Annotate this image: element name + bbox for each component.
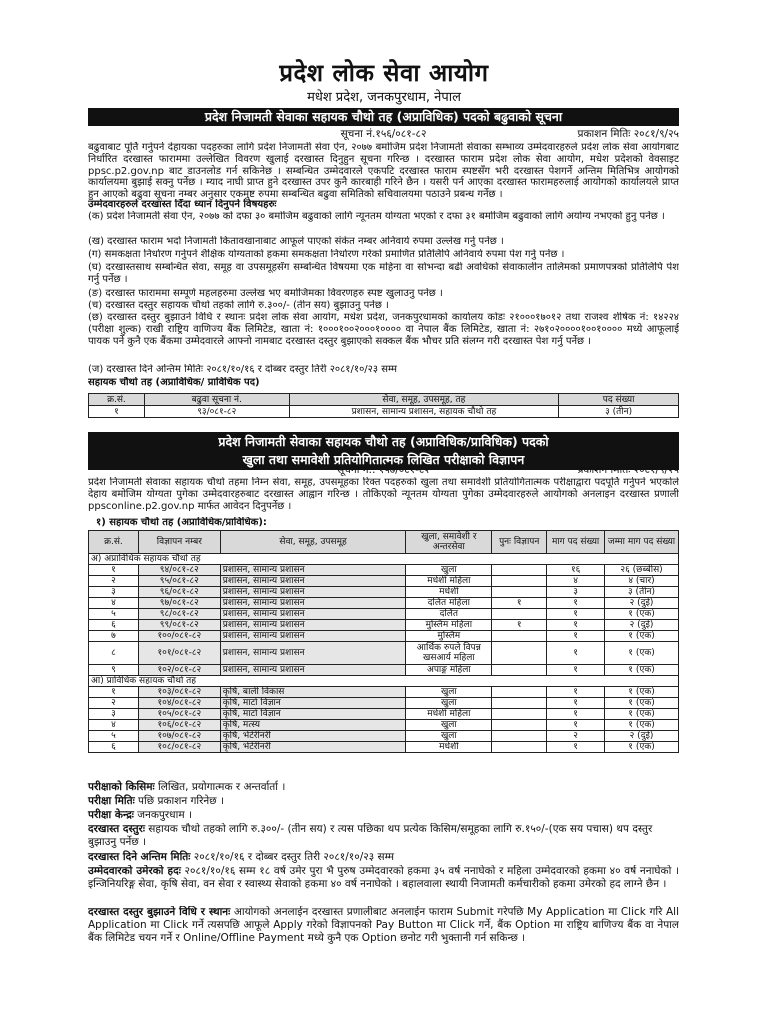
vacancy-table-header: [89, 531, 679, 554]
table-cell: १: [547, 665, 605, 676]
table-cell: [492, 665, 547, 676]
col-header: विज्ञापन नम्बर: [138, 531, 220, 554]
notice1-item-kha: (ख) दरखास्त फाराम भर्दा निजामती कितावखानाबाट आफूले पाएको संकेत नम्बर अनिवार्य रुपमा उल्लेख गर्नु पर्नेछ ।: [88, 236, 504, 247]
table-cell: २६ (छब्बीस): [605, 565, 679, 576]
group-label: अ) अप्राविधिक सहायक चौथो तह: [89, 554, 679, 565]
notice1-item-cha: (च) दरखास्त दस्तुर सहायक चौथो तहको लागि रु.३००/- (तीन सय) बुझाउनु पर्नेछ ।: [88, 300, 389, 311]
table-cell: प्रशासन, सामान्य प्रशासन: [220, 620, 406, 631]
table-cell: [492, 698, 547, 709]
table-row: [89, 620, 679, 631]
table-cell: [492, 742, 547, 753]
table-cell: कृषि, बाली विकास: [220, 687, 406, 698]
table-cell: मधेशी महिला: [406, 709, 492, 720]
col-header: माग पद संख्या: [547, 531, 605, 554]
table-cell: अपाङ्ग महिला: [406, 665, 492, 676]
table-cell: १: [547, 709, 605, 720]
table-cell: १: [547, 598, 605, 609]
notice2-heading-line1: प्रदेश निजामती सेवाका सहायक चौथो तह (अप्राविधिक/प्राविधिक) पदको: [218, 434, 549, 449]
notice2-heading-line2: खुला तथा समावेशी प्रतियोगितात्मक लिखित परीक्षाको विज्ञापन: [242, 452, 525, 467]
exam-center: [88, 809, 679, 822]
table-cell: मधेशी महिला: [406, 576, 492, 587]
table-cell: मुस्लिम महिला: [406, 620, 492, 631]
table-cell: ६: [89, 620, 139, 631]
table-cell: १: [547, 609, 605, 620]
col-header: बढुवा सूचना नं.: [144, 394, 289, 406]
table-cell: १: [547, 620, 605, 631]
table-cell: मुस्लिम: [406, 631, 492, 642]
table-cell: मधेशी: [406, 587, 492, 598]
table-row: [89, 576, 679, 587]
table-cell: ५: [89, 731, 139, 742]
table-cell: १०५/०८१-८२: [138, 709, 220, 720]
age-label: उम्मेदवारको उमेरको हदः: [88, 865, 181, 877]
notice1-item-ja: (ज) दरखास्त दिने अन्तिम मितिः २०८१/१०/१६ र दोब्बर दस्तुर तिरी २०८१/१०/२३ सम्म: [88, 364, 397, 375]
table-cell: १००/०८१-८२: [138, 631, 220, 642]
table-cell: [492, 576, 547, 587]
method-label: दरखास्त दस्तुर बुझाउने विधि र स्थानः: [88, 906, 231, 918]
table-cell: ४: [89, 598, 139, 609]
table-cell: ६: [89, 742, 139, 753]
col-header: क्र.सं.: [89, 394, 145, 406]
table-cell: १: [89, 687, 139, 698]
col-header: पद संख्या: [559, 394, 679, 406]
table-cell: ४: [547, 576, 605, 587]
nontechnical-rows: [89, 565, 679, 676]
table-row: [89, 609, 679, 620]
table-cell: १०१/०८१-८२: [138, 642, 220, 665]
col-header: खुला, समावेशी र अन्तरसेवा: [406, 531, 492, 554]
table-cell: १६: [547, 565, 605, 576]
table-cell: १ (एक): [605, 642, 679, 665]
notice2-meta: [88, 464, 679, 477]
table-cell: ३: [89, 587, 139, 598]
group-row-technical: [89, 676, 679, 687]
table-cell: १: [492, 598, 547, 609]
table-cell: १ (एक): [605, 698, 679, 709]
table-cell: ९९/०८१-८२: [138, 620, 220, 631]
group-row-nontechnical: [89, 554, 679, 565]
notice1-item-chha: (छ) दरखास्त दस्तुर बुझाउने विधि र स्थानः प्रदेश लोक सेवा आयोग, मधेश प्रदेश, जनकपुरधामको कार्यालय कोडः २१०००१७०१२ तथा राजश्व शीर्षक नं: १४२२४ (परीक्षा शुल्क) राखी राष्ट्रिय वाणिज्य बैंक लिमिटेड, खाता नं: १०००१००२०००१०००० वा नेपाल बैंक लिमिटेड, खाता नं: २७१०२००००१००१०००० मध्ये आफूलाई पायक पर्ने कुनै एक बैंकमा उम्मेदवारले आफ्नो नामबाट दरखास्त दस्तुर बुझाएको सक्कल बैंक भौचर प्रति संलग्न गरी दरखास्त पेश गर्नु पर्नेछ ।: [88, 312, 679, 347]
table-cell: ४: [89, 720, 139, 731]
table-cell: २: [89, 698, 139, 709]
notice1-table-heading: सहायक चौथो तह (अप्राविधिक/ प्राविधिक पद): [88, 377, 260, 388]
notice1-meta: [88, 128, 679, 141]
table-cell: [492, 642, 547, 665]
table-cell: १ (एक): [605, 631, 679, 642]
deadline-label: दरखास्त दिने अन्तिम मितिः: [88, 851, 191, 863]
table-row: [89, 665, 679, 676]
table-cell: २ (दुई): [605, 731, 679, 742]
table-cell: कृषि, भेटेरीनरी: [220, 742, 406, 753]
table-cell: आर्थिक रुपले विपन्न खसआर्य महिला: [406, 642, 492, 665]
promotion-table: [88, 393, 679, 418]
table-cell: १०६/०८१-८२: [138, 720, 220, 731]
table-cell: प्रशासन, सामान्य प्रशासन: [220, 642, 406, 665]
age-limit: [88, 865, 679, 904]
table-cell: खुला: [406, 720, 492, 731]
table-cell: १: [547, 631, 605, 642]
table-cell: प्रशासन, सामान्य प्रशासन: [220, 598, 406, 609]
page-title: प्रदेश लोक सेवा आयोग: [279, 59, 489, 87]
table-cell: २: [89, 576, 139, 587]
table-cell: प्रशासन, सामान्य प्रशासन: [220, 609, 406, 620]
table-cell: [492, 609, 547, 620]
table-cell: [492, 731, 547, 742]
table-row: [89, 698, 679, 709]
table-cell: कृषि, भेटेरीनरी: [220, 731, 406, 742]
notice1-heading-band: प्रदेश निजामती सेवाका सहायक चौथो तह (अप्राविधिक) पदको बढुवाको सूचना: [88, 108, 679, 126]
table-cell: १ (एक): [605, 665, 679, 676]
notice1-publish-date: प्रकाशन मितिः २०८१/९/२५: [577, 128, 679, 140]
table-cell: ९: [89, 665, 139, 676]
exam-type-value: लिखित, प्रयोगात्मक र अन्तर्वार्ता ।: [154, 781, 286, 793]
table-cell: प्रशासन, सामान्य प्रशासन: [220, 631, 406, 642]
table-row: [89, 742, 679, 753]
table-cell: ३: [547, 587, 605, 598]
col-header: क्र.सं.: [89, 531, 139, 554]
table-cell: कृषि, माटो विज्ञान: [220, 709, 406, 720]
vacancy-table: [88, 530, 679, 753]
table-cell: १०२/०८१-८२: [138, 665, 220, 676]
table-row: [89, 565, 679, 576]
age-value: २०८१/१०/१६ सम्म १८ वर्ष उमेर पुरा भै पुरुष उम्मेदवारको हकमा ३५ वर्ष ननाघेको र महिला उम्मेदवारको हकमा ४० वर्ष ननाघेको । इन्जिनियरिङ्ग सेवा, कृषि सेवा, वन सेवा र स्वास्थ्य सेवाको हकमा ४० वर्ष ननाघेको । बहालवाला स्थायी निजामती कर्मचारीको हकमा उमेरको हद लाग्ने छैन ।: [88, 865, 679, 890]
notice1-number: सूचना नं.१५६/०८१-८२: [340, 128, 427, 140]
table-cell: १ (एक): [605, 709, 679, 720]
table-row: [89, 598, 679, 609]
table-row: [89, 687, 679, 698]
table-cell: १: [547, 742, 605, 753]
table-cell: प्रशासन, सामान्य प्रशासन: [220, 665, 406, 676]
table-cell: १ (एक): [605, 742, 679, 753]
exam-date: [88, 795, 679, 808]
table-cell: ३ (तीन): [605, 587, 679, 598]
method-value: आयोगको अनलाईन दरखास्त प्रणालीबाट अनलाईन फाराम Submit गरेपछि My Application मा Click गरि All Application मा Click गर्ने त्यसपछि आफूले Apply गरेको विज्ञापनको Pay Button मा Click गर्ने, बैंक Option मा राष्ट्रिय बाणिज्य बैंक वा नेपाल बैंक लिमिटेड चयन गर्ने र Online/Offline Payment मध्ये कुनै एक Option छनोट गरी भुक्तानी गर्न सकिन्छ ।: [88, 906, 679, 944]
notice1-item-ka: (क) प्रदेश निजामती सेवा ऐन, २०७७ को दफा ३० बमोजिम बढुवाको लागि न्यूनतम योग्यता भएको र दफा ३१ बमोजिम बढुवाको लागि अयोग्य नभएको हुनु पर्नेछ ।: [88, 211, 665, 222]
table-cell: ९३/०८१-८२: [144, 406, 289, 418]
group-label: आ) प्राविधिक सहायक चौथो तह: [89, 676, 679, 687]
table-cell: प्रशासन, सामान्य प्रशासन, सहायक चौथो तह: [289, 406, 559, 418]
table-cell: १ (एक): [605, 687, 679, 698]
table-cell: ३ (तीन): [559, 406, 679, 418]
notice1-item-nga: (ङ) दरखास्त फाराममा सम्पूर्ण महलहरुमा उल्लेख भए बमोजिमका विवरणहरु स्पष्ट खुलाउनु पर्नेछ ।: [88, 288, 443, 299]
col-header: जम्मा माग पद संख्या: [605, 531, 679, 554]
table-cell: २ (दुई): [605, 620, 679, 631]
col-header: सेवा, समूह, उपसमूह, तह: [289, 394, 559, 406]
table-cell: ४ (चार): [605, 576, 679, 587]
table-cell: खुला: [406, 698, 492, 709]
exam-type: [88, 781, 679, 794]
exam-date-label: परीक्षा मितिः: [88, 795, 135, 807]
table-cell: ९६/०८१-८२: [138, 587, 220, 598]
notice1-item-ga: (ग) समकक्षता निर्धारण गर्नुपर्ने शैक्षिक योग्यताको हकमा समकक्षता निर्धारण गरेको प्रमाणित प्रतिलिपि अनिवार्य रुपमा पेश गर्नु पर्नेछ ।: [88, 249, 565, 260]
table-cell: कृषि, मत्स्य: [220, 720, 406, 731]
table-cell: खुला: [406, 565, 492, 576]
table-cell: १०८/०८१-८२: [138, 742, 220, 753]
col-header: सेवा, समूह, उपसमूह: [220, 531, 406, 554]
application-fee: [88, 823, 679, 849]
table-cell: १: [547, 687, 605, 698]
table-cell: [492, 631, 547, 642]
notice1-body: बढुवाबाट पूर्ति गर्नुपर्ने देहायका पदहरुका लागि प्रदेश निजामती सेवा ऐन, २०७७ बमोजिम प्रदेश निजामती सेवाका सम्भाव्य उम्मेदवारहरुले प्रदेश लोक सेवा आयोगबाट निर्धारित दरखास्त फाराममा उल्लेखित विवरण खुलाई दरखास्त दिनुहुन सूचना गरिन्छ । दरखास्त फाराम प्रदेश लोक सेवा आयोग, मधेश प्रदेशको वेवसाइट ppsc.p2.gov.np बाट डाउनलोड गर्न सकिनेछ । सम्बन्धित उम्मेदवारले एकपटि दरखास्त फाराम स्पष्टसँग भरी दरखास्त पेशगर्ने अन्तिम मितिभित्र आयोगको कार्यालयमा बुझाई सक्नु पर्नेछ । म्याद नाघी प्राप्त हुने दरखास्त उपर कुनै कारबाही गरिने छैन । यसरी पर्न आएका दरखास्त फारामहरुलाई आयोगको कार्यालयले प्राप्त हुन आएको बढुवा सूचना नम्बर अनुसार एकमुष्ट रुपमा सम्बन्धित बढुवा समितिको सचिवालयमा पठाउने प्रबन्ध गर्नेछ ।: [88, 142, 679, 200]
table-cell: [492, 709, 547, 720]
exam-center-label: परीक्षा केन्द्रः: [88, 809, 134, 821]
fee-value: सहायक चौथो तहको लागि रु.३००/- (तीन सय) र त्यस पछिका थप प्रत्येक किसिम/समूहका लागि रु.१५०/-(एक सय पचास) थप दस्तुर बुझाउनु पर्नेछ ।: [88, 823, 653, 848]
application-deadline: [88, 851, 679, 864]
table-cell: १०७/०८१-८२: [138, 731, 220, 742]
table-row: [89, 731, 679, 742]
table-cell: २ (दुई): [605, 598, 679, 609]
table-row: [89, 709, 679, 720]
table-cell: १: [89, 406, 145, 418]
notice2-number: सूचना नं.: १५७/०८१-८२: [337, 464, 430, 476]
table-cell: ९४/०८१-८२: [138, 565, 220, 576]
table-cell: २: [547, 731, 605, 742]
table-row: [89, 587, 679, 598]
table-cell: ८: [89, 642, 139, 665]
table-cell: प्रशासन, सामान्य प्रशासन: [220, 576, 406, 587]
technical-rows: [89, 687, 679, 753]
table-cell: ५: [89, 609, 139, 620]
table-cell: [492, 565, 547, 576]
table-row: [89, 720, 679, 731]
notice2-body: प्रदेश निजामती सेवाका सहायक चौथो तहमा निम्न सेवा, समूह, उपसमूहका रिक्त पदहरुको खुला तथा समावेशी प्रतियोगितात्मक परीक्षाद्वारा पदपूर्ति गर्नुपर्ने भएकोले देहाय बमोजिम योग्यता पुगेका उम्मेदवारहरुबाट दरखास्त आह्वान गरिन्छ । तोकिएको न्यूनतम योग्यता पुगेका उम्मेदवारहरुले आयोगको अनलाइन दरखास्त प्रणाली ppsconline.p2.gov.np मार्फत आवेदन दिनुपर्नेछ ।: [88, 477, 679, 512]
table-cell: प्रशासन, सामान्य प्रशासन: [220, 565, 406, 576]
exam-date-value: पछि प्रकाशन गरिनेछ ।: [134, 795, 224, 807]
table-cell: १ (एक): [605, 609, 679, 620]
table-cell: १०४/०८१-८२: [138, 698, 220, 709]
table-row: [89, 406, 679, 418]
table-cell: खुला: [406, 731, 492, 742]
table-cell: १: [547, 720, 605, 731]
deadline-value: २०८१/१०/१६ र दोब्बर दस्तुर तिरी २०८१/१०/२३ सम्म: [190, 851, 395, 863]
table-cell: दलित महिला: [406, 598, 492, 609]
table-cell: प्रशासन, सामान्य प्रशासन: [220, 587, 406, 598]
table-cell: १: [547, 698, 605, 709]
payment-method: [88, 906, 679, 945]
notice2-section-heading: १) सहायक चौथो तह (अप्राविधिक/प्राविधिक):: [96, 517, 267, 528]
notice1-item-gha: (घ) दरखास्तसाथ सम्बन्धित सेवा, समूह वा उपसमूहसँग सम्बन्धित विषयमा एक महिना वा सोभन्दा बढी अवधिको सेवाकालीन तालिमको प्रमाणपत्रको प्रतिलिपि पेश गर्नु पर्नेछ ।: [88, 262, 679, 285]
promotion-table-header: [89, 394, 679, 406]
table-cell: ३: [89, 709, 139, 720]
table-row: [89, 631, 679, 642]
table-cell: [492, 687, 547, 698]
table-cell: १: [89, 565, 139, 576]
notice1-attention-heading: उम्मेदवारहरुले दरखास्त दिँदा ध्यान दिनुपर्ने विषयहरुः: [88, 199, 277, 210]
exam-center-value: जनकपुरधाम ।: [133, 809, 192, 821]
table-cell: १०३/०८१-८२: [138, 687, 220, 698]
table-cell: ७: [89, 631, 139, 642]
table-cell: खुला: [406, 687, 492, 698]
table-cell: १: [547, 642, 605, 665]
table-cell: दलित: [406, 609, 492, 620]
exam-type-label: परीक्षाको किसिमः: [88, 781, 155, 793]
table-cell: ९७/०८१-८२: [138, 598, 220, 609]
table-cell: १: [492, 620, 547, 631]
table-cell: १ (एक): [605, 720, 679, 731]
table-cell: मधेशी: [406, 742, 492, 753]
table-row: [89, 642, 679, 665]
page-subtitle: मधेश प्रदेश, जनकपुरधाम, नेपाल: [307, 90, 461, 105]
table-cell: कृषि, माटो विज्ञान: [220, 698, 406, 709]
fee-label: दरखास्त दस्तुरः: [88, 823, 145, 835]
col-header: पुनः विज्ञापन: [492, 531, 547, 554]
notice2-publish-date: प्रकाशन मितिः २०८१/९/२५: [577, 464, 679, 476]
table-cell: [492, 720, 547, 731]
table-cell: ९८/०८१-८२: [138, 609, 220, 620]
table-cell: ९५/०८१-८२: [138, 576, 220, 587]
table-cell: [492, 587, 547, 598]
